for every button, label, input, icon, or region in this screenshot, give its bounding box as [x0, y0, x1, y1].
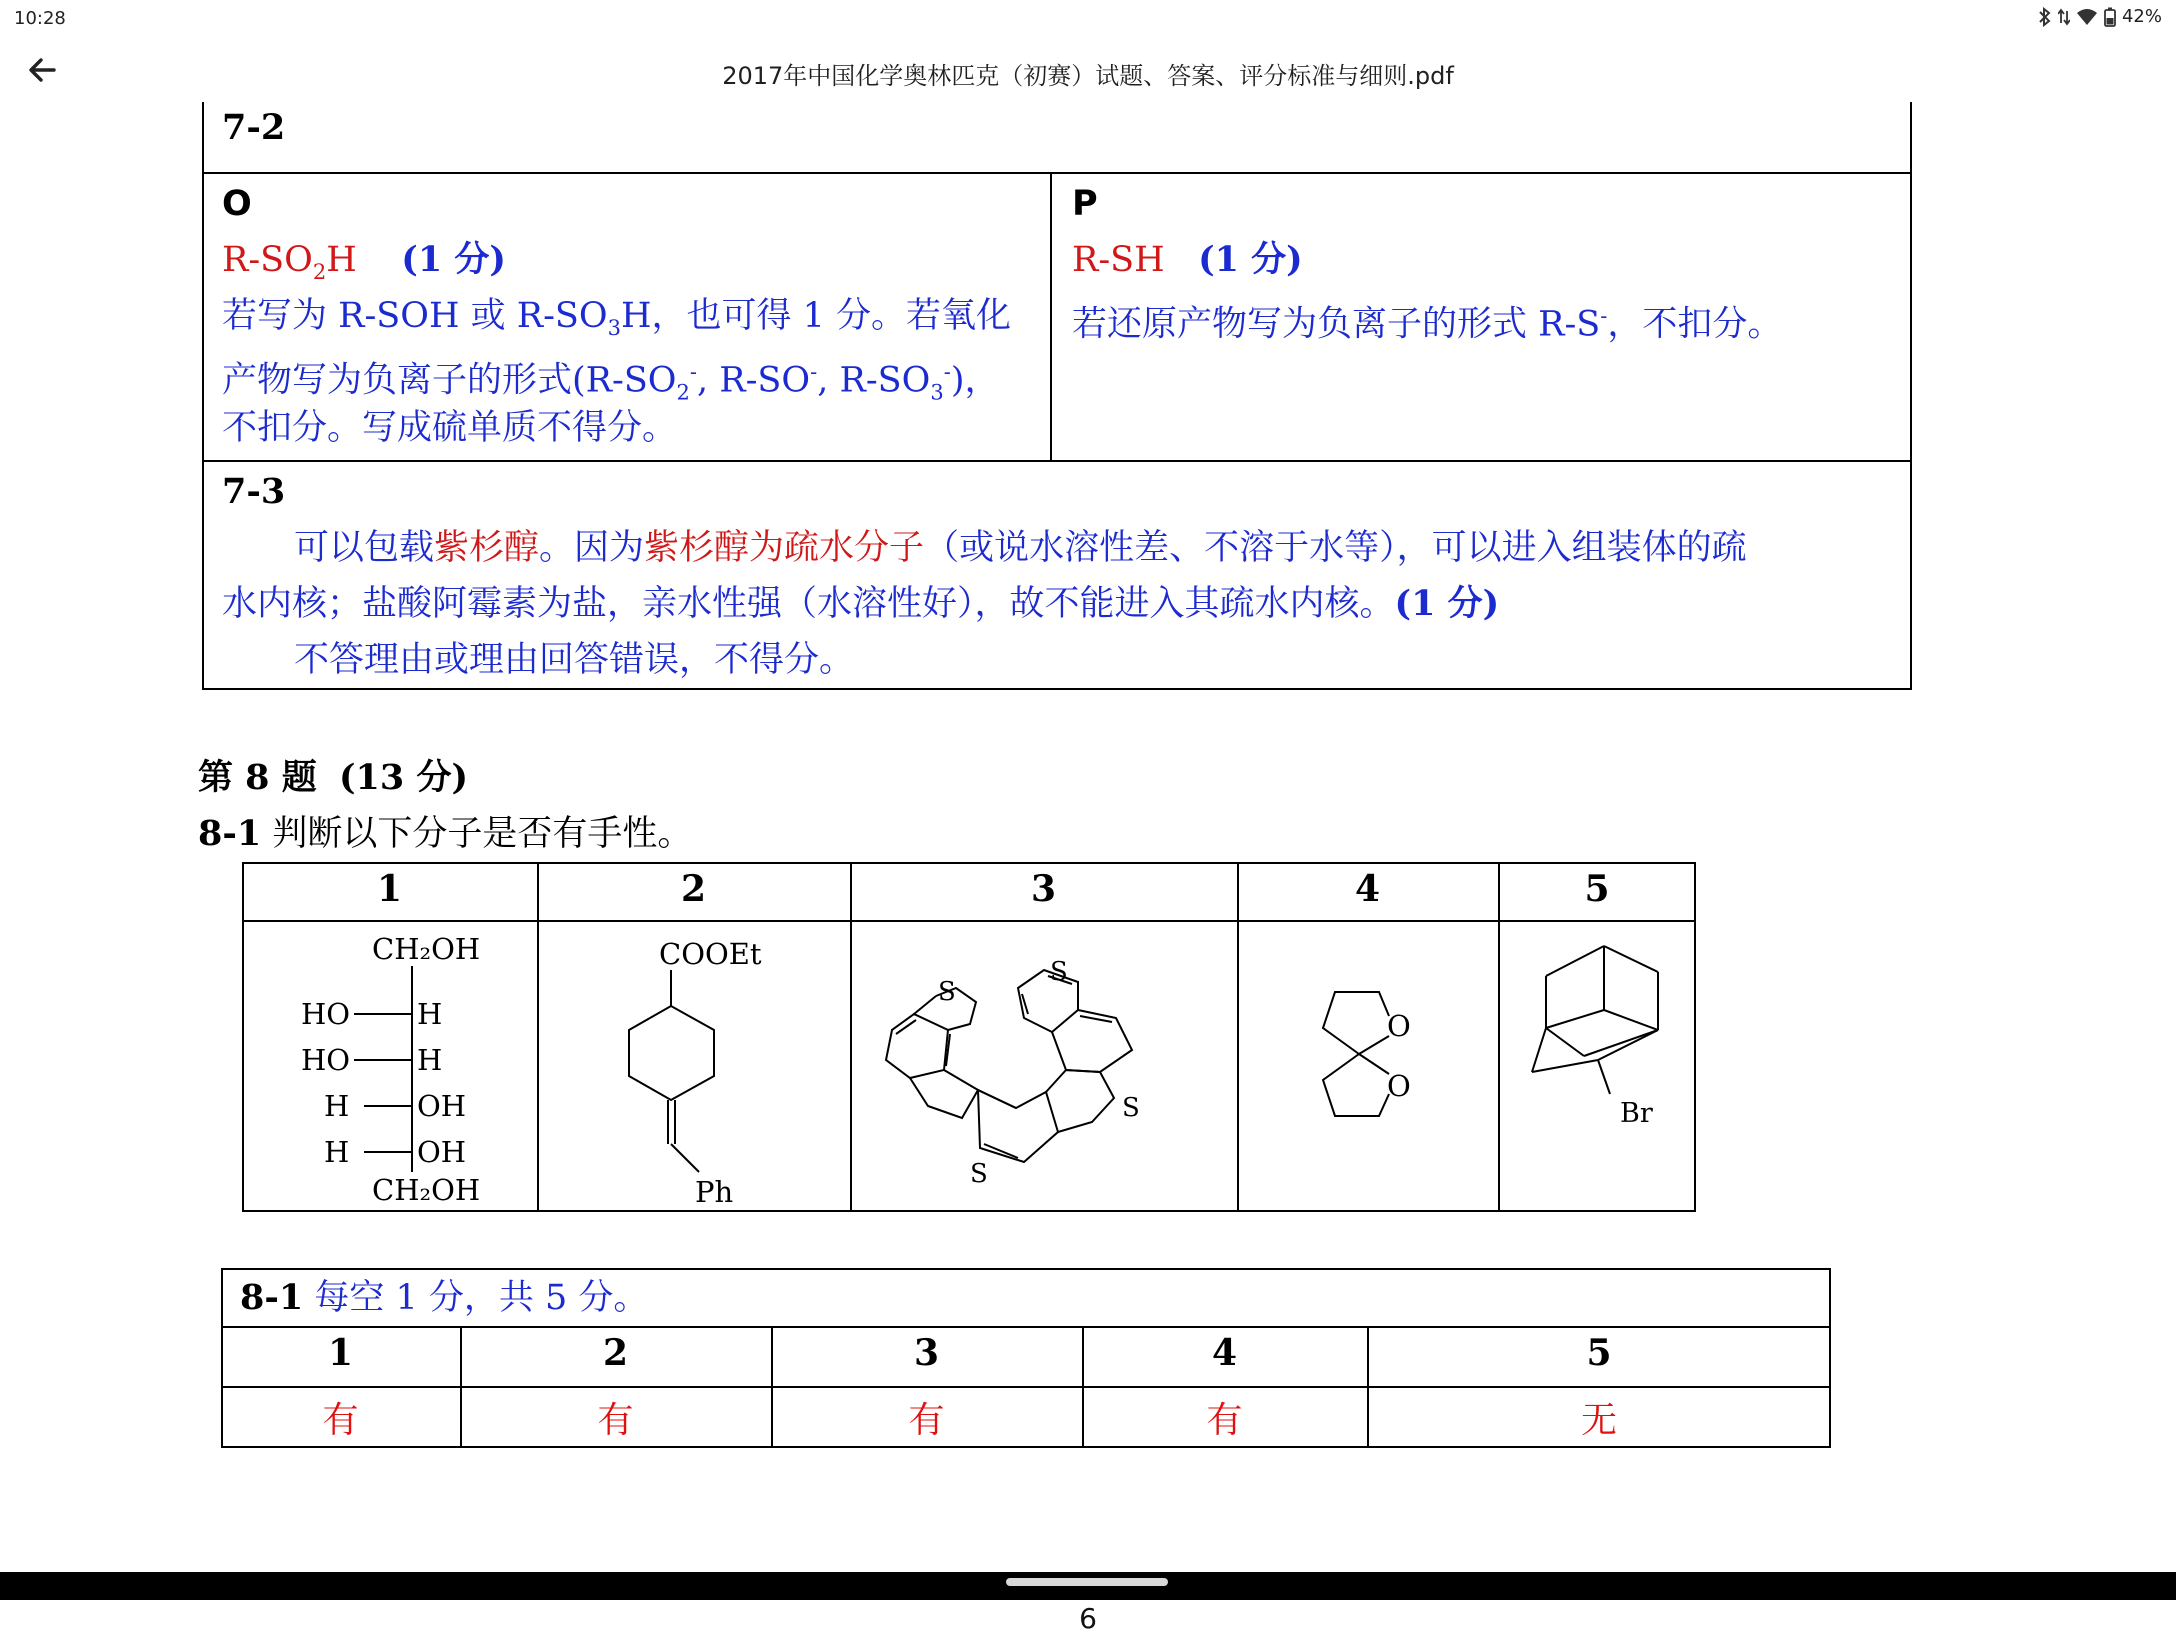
- molecule-3-helicene: [852, 922, 1236, 1210]
- home-gesture-handle[interactable]: [1006, 1578, 1168, 1586]
- molecule-header-5: 5: [1584, 868, 1610, 910]
- svg-text:H: H: [417, 1043, 443, 1077]
- section-label-7-3: 7-3: [222, 471, 286, 512]
- question-8-1-prompt: 8-1 判断以下分子是否有手性。: [198, 813, 693, 854]
- answer-header-1: 1: [327, 1332, 354, 1374]
- cell-divider: [1050, 172, 1052, 462]
- svg-text:S: S: [938, 977, 956, 1007]
- molecule-header-4: 4: [1354, 868, 1381, 910]
- pdf-page: [0, 102, 2176, 1635]
- answer-value-5: 无: [1580, 1400, 1617, 1441]
- label-P: P: [1072, 184, 1098, 224]
- answer-value-1: 有: [322, 1400, 359, 1441]
- svg-text:OH: OH: [417, 1089, 467, 1123]
- data-arrows-icon: [2058, 7, 2070, 27]
- answer-value-2: 有: [597, 1400, 634, 1441]
- page-number: 6: [1079, 1602, 1097, 1635]
- svg-text:H: H: [417, 997, 443, 1031]
- answer-7-3-line2: 水内核；盐酸阿霉素为盐，亲水性强（水溶性好），故不能进入其疏水内核。(1 分): [222, 583, 1500, 624]
- answer-P-note: 若还原产物写为负离子的形式 R-S-，不扣分。: [1072, 304, 1783, 345]
- answer-value-3: 有: [908, 1400, 945, 1441]
- answer-7-3-line1: 可以包载紫杉醇。因为紫杉醇为疏水分子（或说水溶性差、不溶于水等），可以进入组装体的疏: [294, 528, 1747, 568]
- table-row-divider: [221, 1386, 1831, 1388]
- box-right-border: [1910, 102, 1912, 690]
- app-bar: [0, 38, 2176, 102]
- molecule-header-2: 2: [680, 868, 707, 910]
- box-bottom-border: [202, 688, 1912, 690]
- molecule-4-spiroketal: [1239, 922, 1497, 1210]
- svg-text:HO: HO: [301, 997, 351, 1031]
- wifi-icon: [2076, 8, 2098, 26]
- answer-value-4: 有: [1206, 1400, 1243, 1441]
- row-divider: [202, 172, 1912, 174]
- status-icons: [2038, 6, 2162, 27]
- svg-text:H: H: [324, 1135, 350, 1169]
- answer-7-3-line3: 不答理由或理由回答错误，不得分。: [294, 640, 855, 680]
- molecule-5-bromoadamantane: [1500, 922, 1694, 1210]
- answer-O-formula: $R-SO_2H$ (1 分): [222, 239, 506, 284]
- mol1-bottom-group: CH₂OH: [372, 1173, 481, 1207]
- navigation-bar: [0, 1572, 2176, 1600]
- battery-percent: 42%: [2121, 6, 2162, 27]
- svg-text:HO: HO: [301, 1043, 351, 1077]
- svg-text:O: O: [1387, 1009, 1411, 1043]
- table-row-divider: [221, 1326, 1831, 1328]
- section-label-7-2: 7-2: [222, 107, 286, 148]
- svg-text:S: S: [1122, 1093, 1140, 1123]
- svg-text:H: H: [324, 1089, 350, 1123]
- svg-text:COOEt: COOEt: [659, 937, 762, 971]
- answer-O-note-line3: 不扣分。写成硫单质不得分。: [222, 408, 678, 448]
- answer-O-note-line1: 若写为 R-SOH 或 $R-SO_3H$，也可得 1 分。若氧化: [222, 296, 1012, 340]
- answer-header-3: 3: [913, 1332, 940, 1374]
- question-8-heading: 第 8 题 (13 分): [198, 757, 469, 798]
- answer-O-note-line2: 产物写为负离子的形式($R-SO_2^-$, R-SO-, $R-SO_3^-$)，: [222, 360, 1000, 405]
- bluetooth-icon: [2038, 7, 2052, 27]
- label-O: O: [222, 184, 252, 224]
- molecule-header-1: 1: [376, 868, 403, 910]
- molecule-2-cyclohexylidene: [539, 922, 849, 1210]
- answer-header-2: 2: [602, 1332, 629, 1374]
- row-divider: [202, 460, 1912, 462]
- status-bar: [0, 0, 2176, 38]
- svg-text:Ph: Ph: [695, 1175, 734, 1209]
- document-title: 2017年中国化学奥林匹克（初赛）试题、答案、评分标准与细则.pdf: [722, 62, 1454, 90]
- svg-text:Br: Br: [1620, 1098, 1653, 1129]
- svg-text:S: S: [1050, 957, 1068, 987]
- battery-icon: [2104, 7, 2116, 27]
- molecule-header-3: 3: [1030, 868, 1057, 910]
- svg-text:O: O: [1387, 1069, 1411, 1103]
- status-time: 10:28: [14, 8, 66, 29]
- svg-text:S: S: [970, 1159, 988, 1189]
- mol1-top-group: CH₂OH: [372, 932, 481, 966]
- answer-header-4: 4: [1211, 1332, 1238, 1374]
- molecule-1-fischer: [244, 922, 536, 1210]
- box-left-border: [202, 102, 204, 690]
- answer-8-1-title: 8-1 每空 1 分，共 5 分。: [240, 1277, 649, 1318]
- answer-header-5: 5: [1586, 1332, 1612, 1374]
- svg-text:OH: OH: [417, 1135, 467, 1169]
- answer-P-formula: R-SH (1 分): [1072, 239, 1303, 280]
